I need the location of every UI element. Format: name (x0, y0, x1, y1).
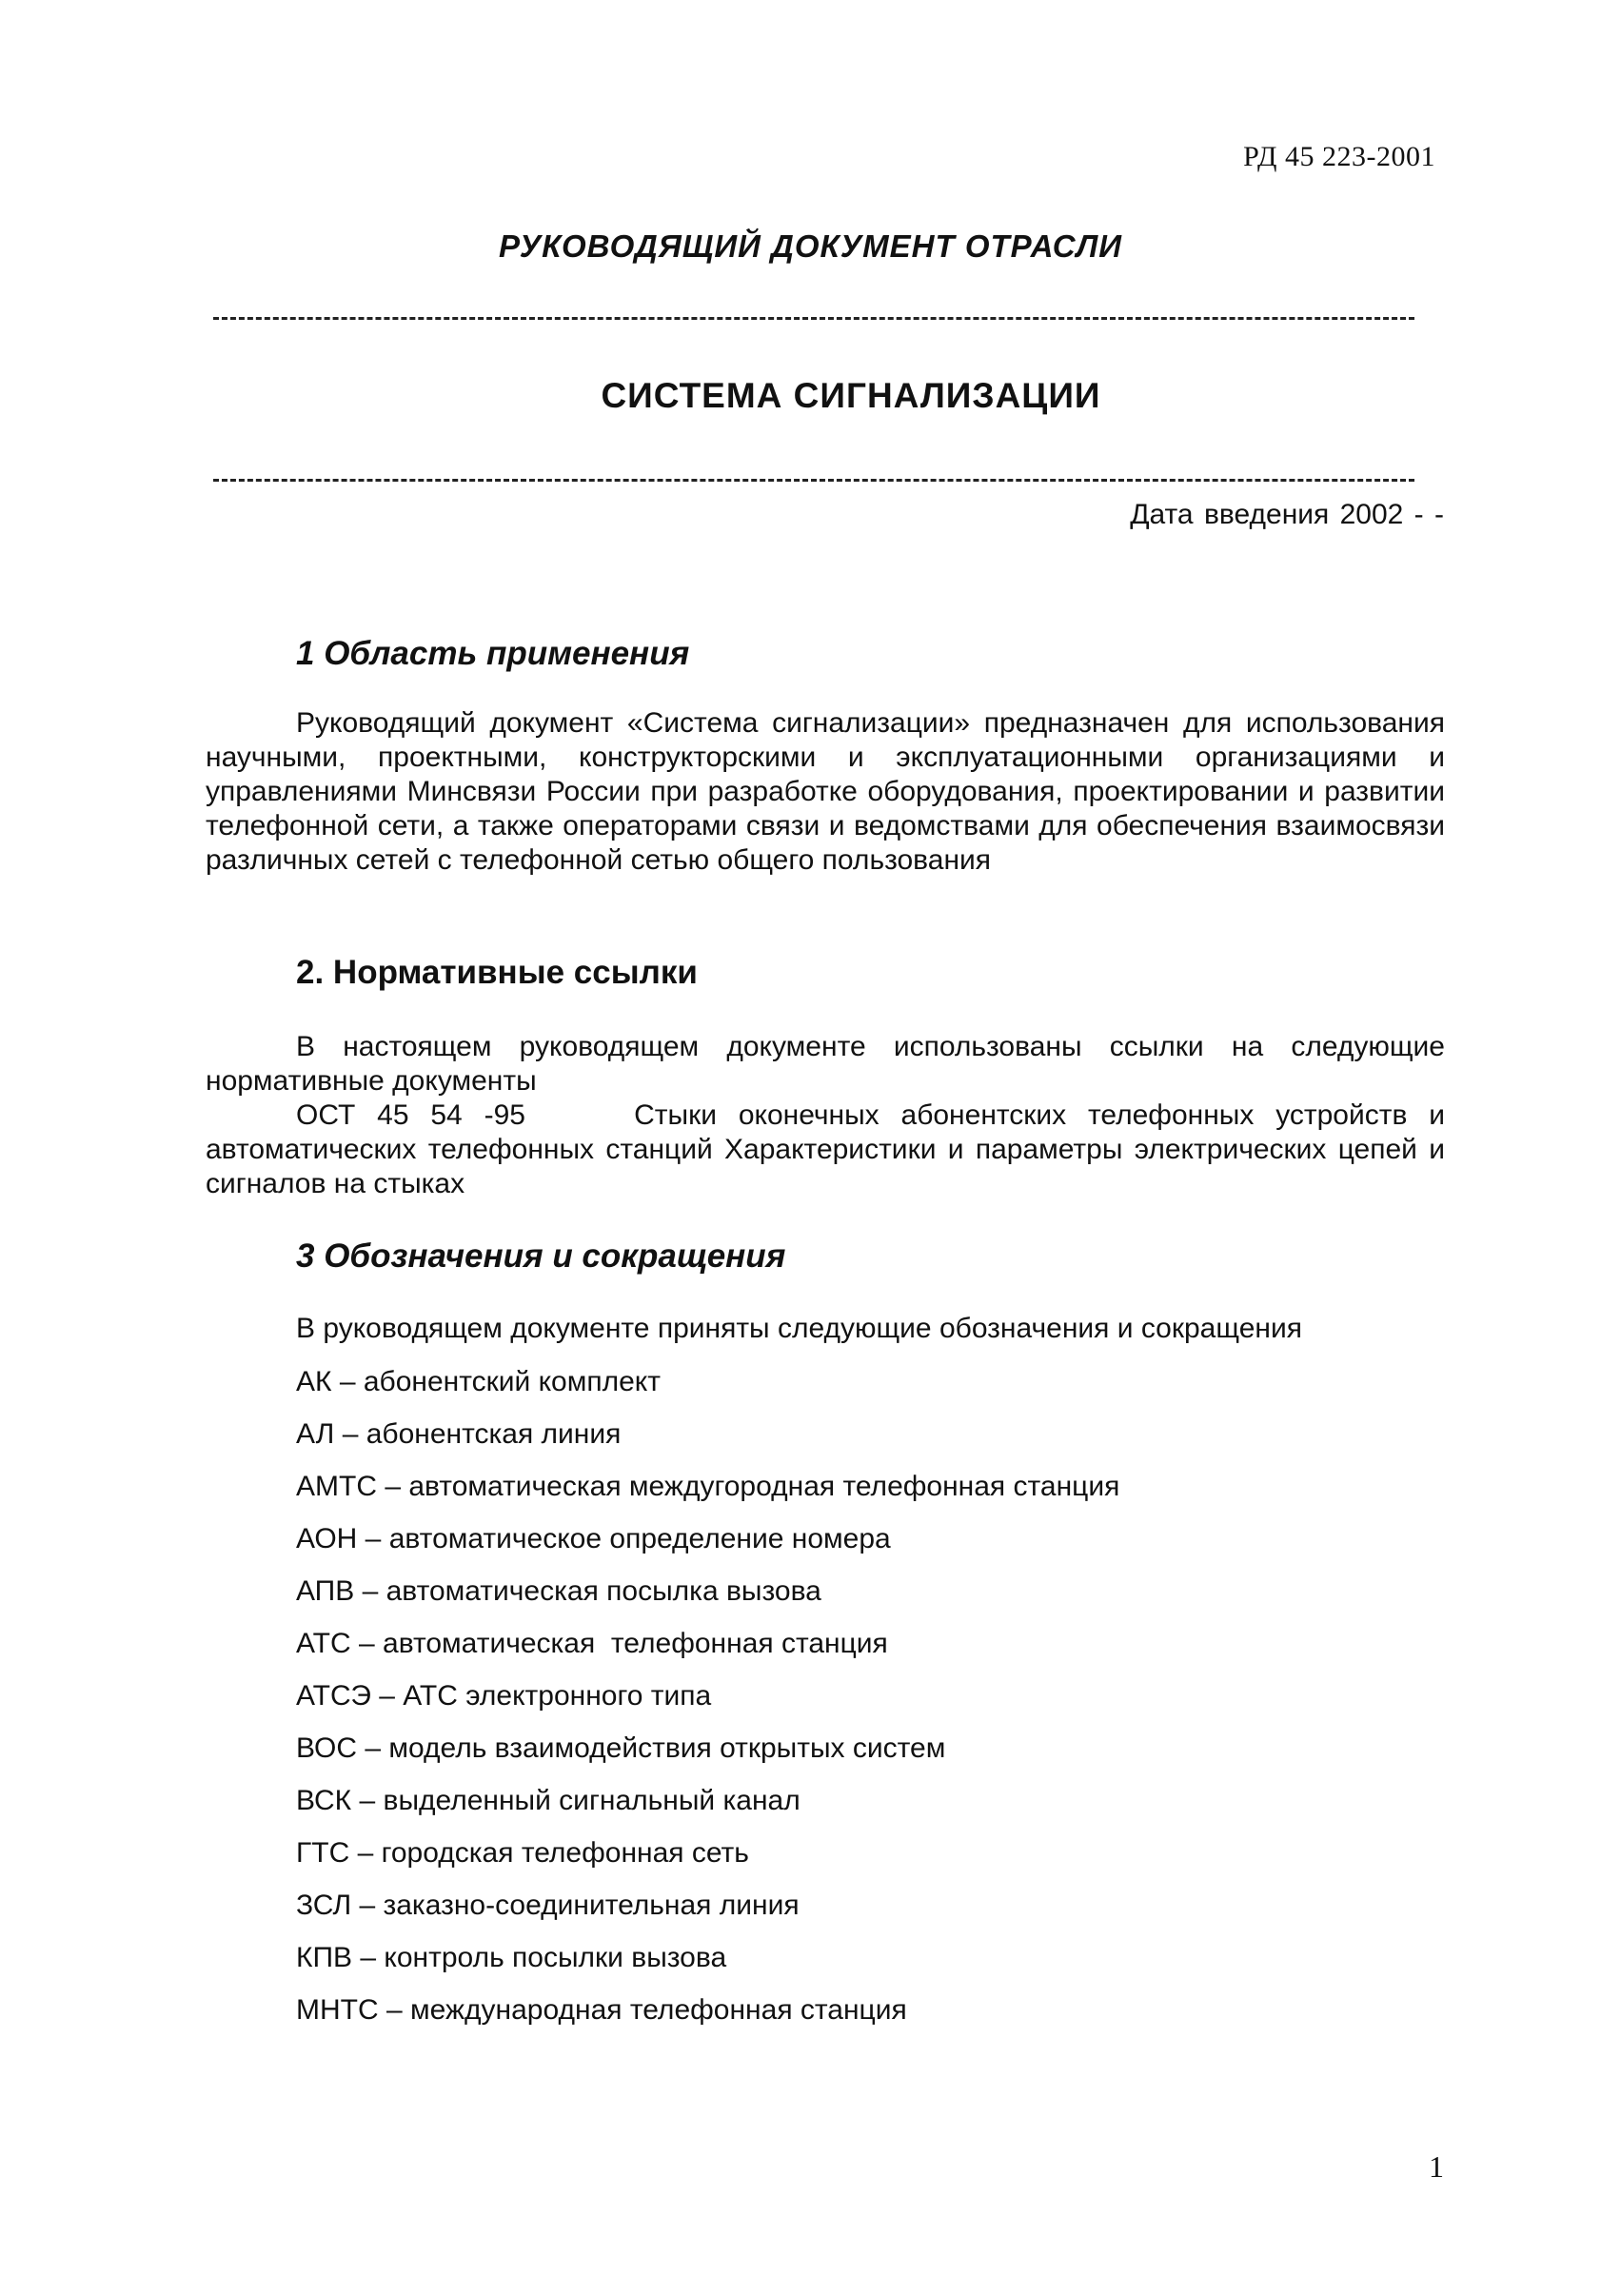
dashed-divider-bottom (213, 479, 1414, 482)
document-title: СИСТЕМА СИГНАЛИЗАЦИИ (601, 376, 1101, 415)
abbreviation-item: ВСК – выделенный сигнальный канал (296, 1785, 801, 1816)
document-kind: РУКОВОДЯЩИЙ ДОКУМЕНТ ОТРАСЛИ (499, 228, 1122, 264)
section-2-reference: ОСТ 45 54 -95 Стыки оконечных абонентских телефонных устройств и автоматических телефонных станций Характеристики и параметры электрических цепей и сигналов на стыках (206, 1099, 1453, 1199)
document-code: РД 45 223-2001 (1243, 141, 1435, 172)
abbreviation-item: АТСЭ – АТС электронного типа (296, 1680, 712, 1712)
abbreviation-item: АМТС – автоматическая междугородная телефонная станция (296, 1471, 1120, 1502)
abbreviation-item: АТС – автоматическая телефонная станция (296, 1628, 888, 1659)
abbreviation-list (296, 1365, 1119, 2046)
section-2-heading: 2. Нормативные ссылки (296, 954, 698, 991)
introduction-date: Дата введения 2002 - - (1130, 499, 1444, 530)
abbreviation-item: КПВ – контроль посылки вызова (296, 1942, 727, 1973)
abbreviation-item: АЛ – абонентская линия (296, 1418, 622, 1450)
abbreviation-item: АК – абонентский комплект (296, 1366, 661, 1397)
dashed-divider-top (213, 317, 1414, 320)
section-1-heading: 1 Область применения (296, 635, 690, 672)
abbreviation-item: АПВ – автоматическая посылка вызова (296, 1575, 821, 1607)
section-3-intro: В руководящем документе приняты следующие обозначения и сокращения (296, 1313, 1302, 1344)
abbreviation-item: ЗСЛ – заказно-соединительная линия (296, 1890, 800, 1921)
abbreviation-item: ГТС – городская телефонная сеть (296, 1837, 749, 1869)
abbreviation-item: МНТС – международная телефонная станция (296, 1994, 907, 2026)
section-2-paragraph: В настоящем руководящем документе использованы ссылки на следующие нормативные документы (206, 1031, 1445, 1097)
section-1-paragraph: Руководящий документ «Система сигнализации» предназначен для использования научными, проектными, конструкторскими и эксплуатационными организациями и управлениями Минсвязи России при разработке оборудования, проектировании и развитии телефонной сети, а также операторами связи и ведомствами для обеспечения взаимосвязи различных сетей с телефонной сетью общего пользования (206, 707, 1445, 876)
page-number: 1 (1429, 2149, 1444, 2184)
abbreviation-item: ВОС – модель взаимодействия открытых систем (296, 1732, 946, 1764)
section-3-heading: 3 Обозначения и сокращения (296, 1237, 786, 1275)
abbreviation-item: АОН – автоматическое определение номера (296, 1523, 891, 1554)
